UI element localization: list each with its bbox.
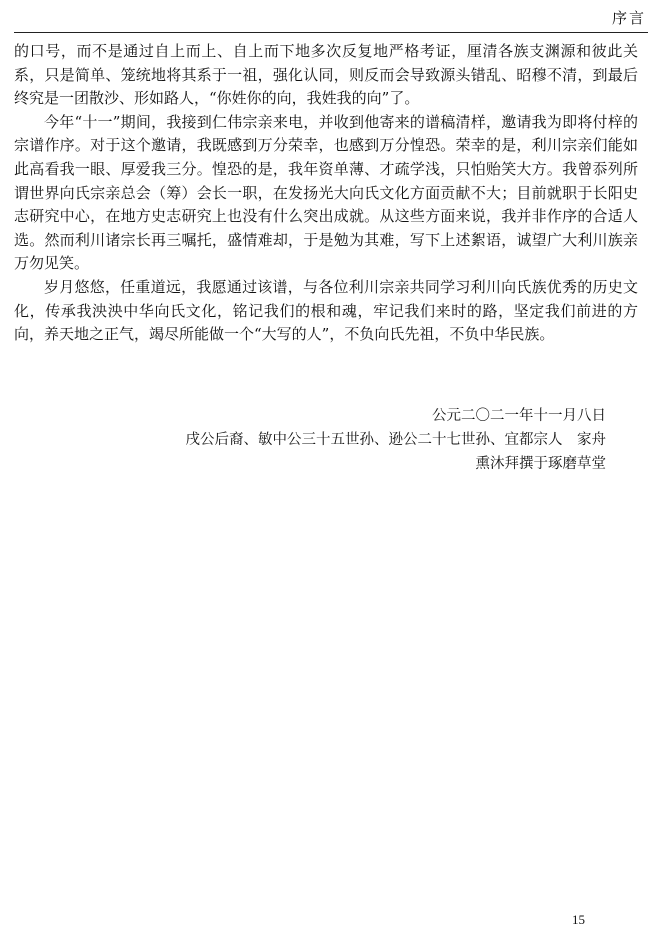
page-number: 15 [572, 912, 585, 927]
header-title: 序言 [611, 9, 646, 27]
signature-block [86, 404, 606, 476]
paragraph-3: 岁月悠悠，任重道远，我愿通过该谱，与各位利川宗亲共同学习利川向氏族优秀的历史文化，传承我泱泱中华向氏文化，铭记我们的根和魂，牢记我们来时的路，坚定我们前进的方向，养天地之正气，竭尽所能做一个“大写的人”，不负向氏先祖，不负中华民族。 [14, 277, 638, 344]
preface-body [14, 40, 638, 347]
paragraph-2: 今年“十一”期间，我接到仁伟宗亲来电，并收到他寄来的谱稿清样，邀请我为即将付梓的宗谱作序。对于这个邀请，我既感到万分荣幸，也感到万分惶恐。荣幸的是，利川宗亲们能如此高看我一眼、厚爱我三分。惶恐的是，我年资单薄、才疏学浅，只怕贻笑大方。我曾忝列所谓世界向氏宗亲总会（筹）会长一职，在发扬光大向氏文化方面贡献不大；目前就职于长阳史志研究中心，在地方史志研究上也没有什么突出成就。从这些方面来说，我并非作序的合适人选。然而利川诸宗长再三嘱托，盛情难却，于是勉为其难，写下上述絮语，诚望广大利川族亲万勿见笑。 [14, 112, 638, 273]
running-header [14, 0, 648, 33]
signature-date: 公元二〇二一年十一月八日 [432, 408, 606, 424]
signature-lineage: 戌公后裔、敏中公三十五世孙、逊公二十七世孙、宜都宗人 家舟 [185, 432, 606, 448]
paragraph-1: 的口号，而不是通过自上而上、自上而下地多次反复地严格考证，厘清各族支渊源和彼此关系，只是简单、笼统地将其系于一祖，强化认同，则反而会导致源头错乱、昭穆不清，到最后终究是一团散沙、形如路人，“你姓你的向，我姓我的向”了。 [14, 42, 638, 108]
signature-closing: 熏沐拜撰于琢磨草堂 [475, 456, 606, 472]
